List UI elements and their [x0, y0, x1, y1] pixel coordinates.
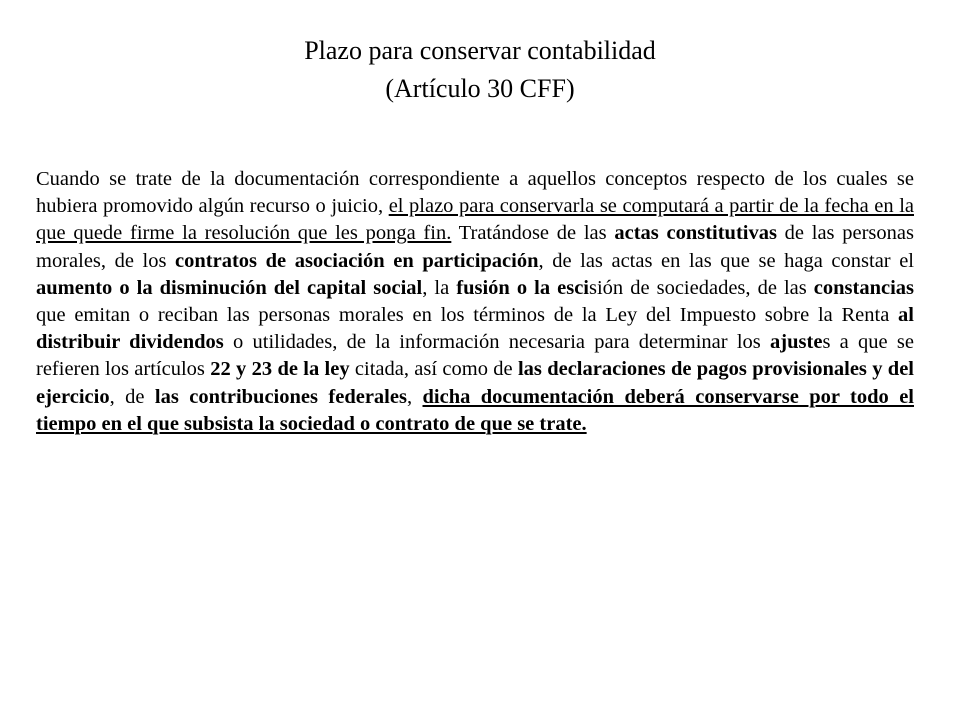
bold-underlined-text: dicha documentación deberá conservarse por todo el tiempo en el que subsista la sociedad o contrato de que se trate. — [36, 385, 914, 435]
text-segment: , la — [422, 276, 457, 299]
text-segment: o utilidades, de la información necesaria para determinar los — [223, 331, 771, 354]
bold-text: las declaraciones de pagos provisionales y del ejercicio — [36, 358, 914, 408]
bold-text: actas constitutivas — [614, 222, 777, 245]
bold-text: ajuste — [770, 331, 823, 354]
underlined-text: el plazo para conservarla se computará a partir de la fecha en la que quede firme la resolución que les ponga fin. — [36, 195, 914, 245]
text-segment: Tratándose de las — [451, 222, 615, 245]
text-segment: , de las actas en las que se haga constar el — [538, 249, 914, 272]
text-segment: Cuando se trate de la documentación correspondiente a aquellos conceptos respecto de los cuales se hubiera promovido algún recurso o juicio, — [36, 168, 914, 218]
title-line-2: (Artículo 30 CFF) — [385, 74, 575, 103]
text-segment: que emitan o reciban las personas morales en los términos de la Ley del Impuesto sobre la Renta — [36, 304, 899, 327]
text-segment: citada, así como de — [349, 358, 518, 381]
title-line-1: Plazo para conservar contabilidad — [304, 36, 656, 65]
text-segment: s a que se refieren los artículos — [36, 331, 914, 381]
bold-text: las contribuciones federales — [154, 385, 407, 408]
bold-text: 22 y 23 de la ley — [210, 358, 350, 381]
bold-text: constancias — [813, 276, 915, 299]
text-segment: , de — [109, 385, 155, 408]
bold-text: fusión o la esci — [456, 276, 589, 299]
text-segment: , — [406, 385, 423, 408]
bold-text: al distribuir dividendos — [36, 304, 914, 354]
text-segment: de las personas morales, de los — [36, 222, 914, 272]
text-segment: sión de sociedades, de las — [589, 276, 814, 299]
bold-text: aumento o la disminución del capital social — [36, 276, 423, 299]
bold-text: contratos de asociación en participación — [175, 249, 539, 272]
slide-title — [0, 32, 960, 108]
body-paragraph — [36, 166, 914, 438]
